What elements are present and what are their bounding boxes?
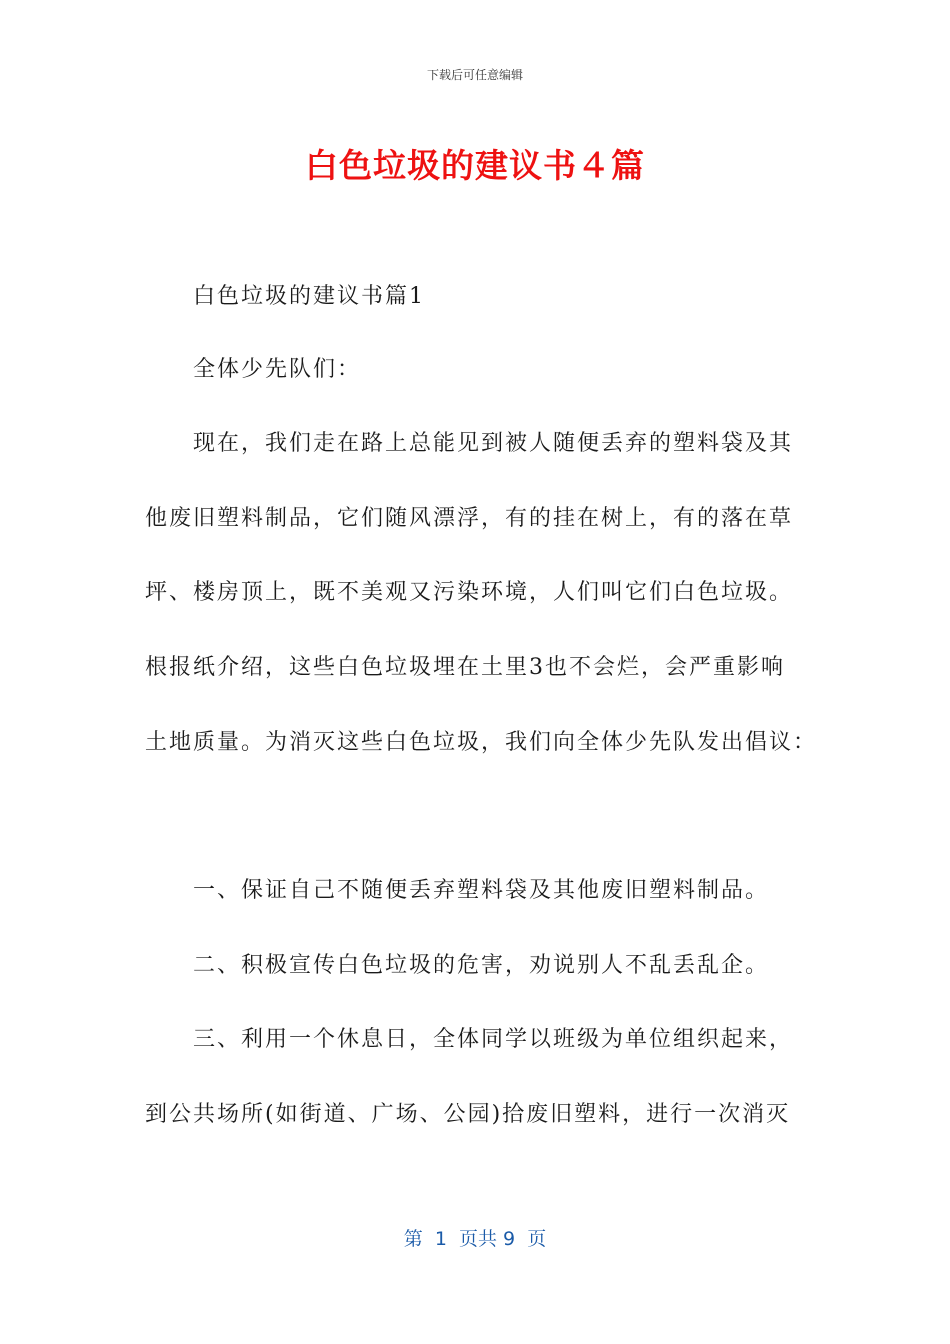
body-line: 坪、楼房顶上，既不美观又污染环境，人们叫它们白色垃圾。 <box>145 580 794 605</box>
body-line: 土地质量。为消灭这些白色垃圾，我们向全体少先队发出倡议： <box>145 730 818 755</box>
proposal-item-3: 三、利用一个休息日，全体同学以班级为单位组织起来， <box>193 1027 794 1052</box>
salutation: 全体少先队们： <box>193 357 362 382</box>
section-heading: 白色垃圾的建议书篇1 <box>193 284 425 309</box>
header-note: 下载后可任意编辑 <box>426 68 523 82</box>
body-line: 根报纸介绍，这些白色垃圾埋在土里3也不会烂，会严重影响 <box>145 655 785 680</box>
proposal-item-2: 二、积极宣传白色垃圾的危害，劝说别人不乱丢乱企。 <box>193 953 770 978</box>
body-line: 到公共场所(如街道、广场、公园)拾废旧塑料，进行一次消灭 <box>145 1102 791 1127</box>
document-title: 白色垃圾的建议书４篇 <box>305 146 645 185</box>
body-line: 现在，我们走在路上总能见到被人随便丢弃的塑料袋及其 <box>193 431 794 456</box>
body-line: 他废旧塑料制品，它们随风漂浮，有的挂在树上，有的落在草 <box>145 506 794 531</box>
page-number-footer: 第 1 页共 9 页 <box>403 1228 547 1250</box>
proposal-item-1: 一、保证自己不随便丢弃塑料袋及其他废旧塑料制品。 <box>193 878 770 903</box>
